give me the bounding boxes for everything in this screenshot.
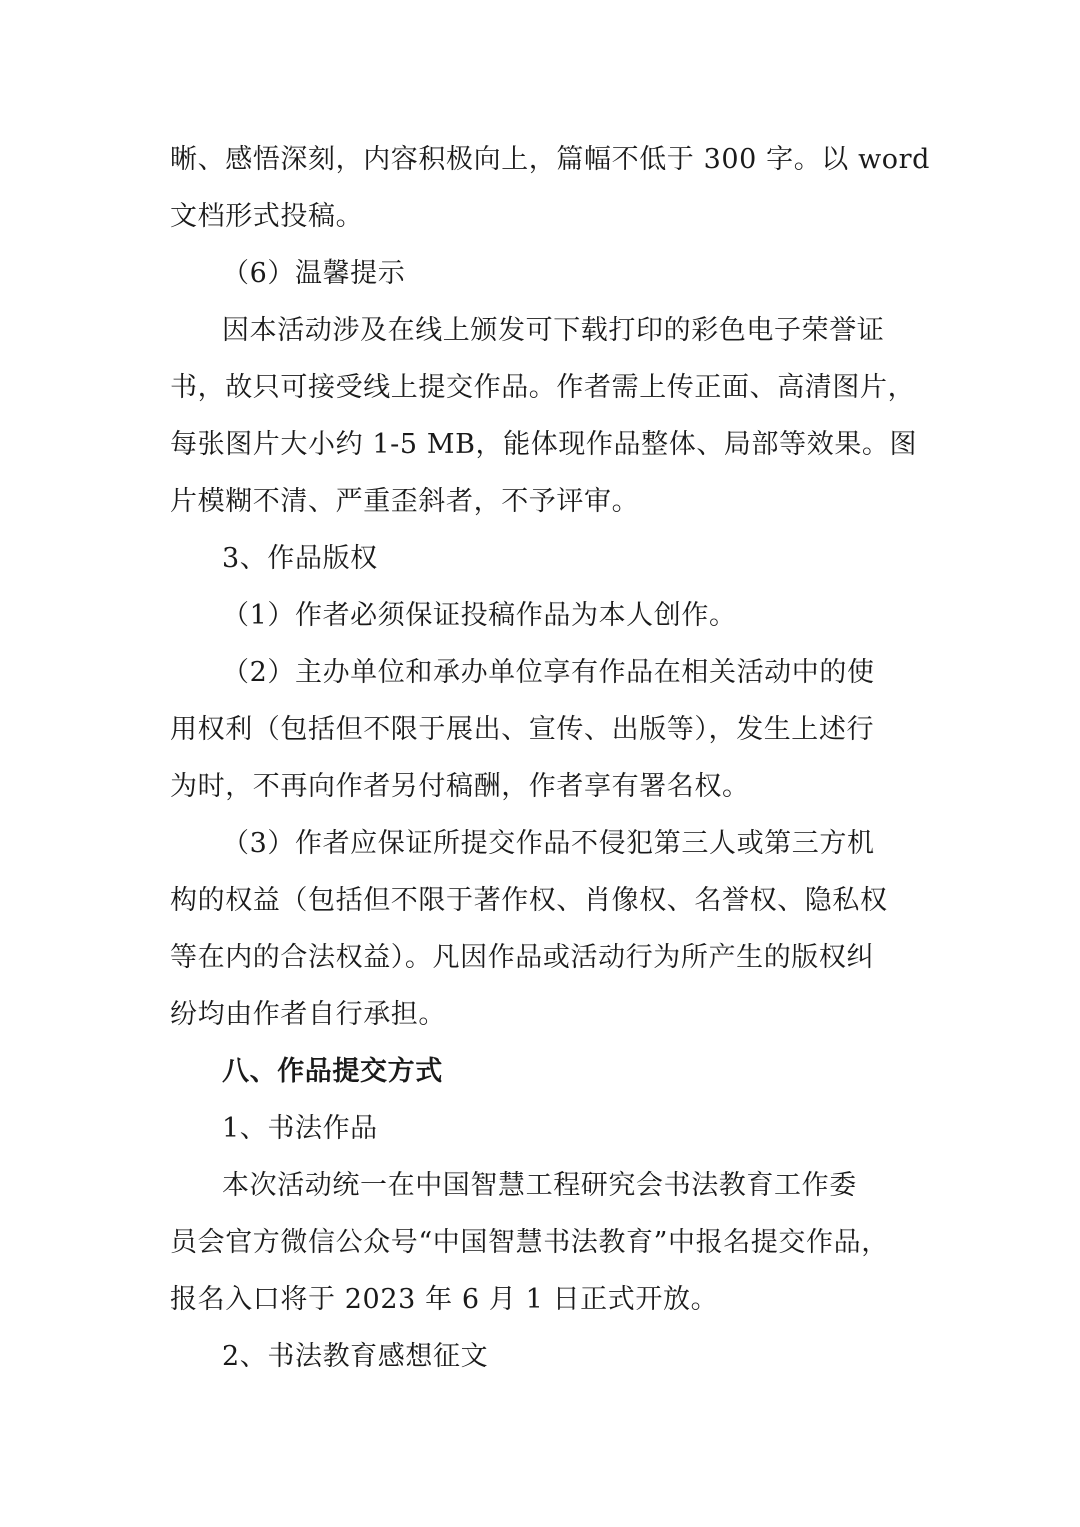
paragraph-line: 书，故只可接受线上提交作品。作者需上传正面、高清图片， [170,372,916,403]
paragraph-line: 晰、感悟深刻，内容积极向上，篇幅不低于 300 字。以 word [170,144,931,175]
paragraph-line: 本次活动统一在中国智慧工程研究会书法教育工作委 [222,1170,857,1201]
paragraph-line: 等在内的合法权益）。凡因作品或活动行为所产生的版权纠 [170,942,875,973]
subsection-heading: 1、书法作品 [222,1113,378,1144]
section-heading: 八、作品提交方式 [222,1056,443,1087]
paragraph-line: 文档形式投稿。 [170,201,364,232]
paragraph-line: 片模糊不清、严重歪斜者，不予评审。 [170,486,640,517]
paragraph-line: 因本活动涉及在线上颁发可下载打印的彩色电子荣誉证 [222,315,885,346]
paragraph-line: （2）主办单位和承办单位享有作品在相关活动中的使 [222,657,875,688]
paragraph-line: 用权利（包括但不限于展出、宣传、出版等），发生上述行 [170,714,875,745]
subsection-heading: 2、书法教育感想征文 [222,1341,489,1372]
paragraph-line: （1）作者必须保证投稿作品为本人创作。 [222,600,737,631]
paragraph-line: （3）作者应保证所提交作品不侵犯第三人或第三方机 [222,828,875,859]
paragraph-line: 员会官方微信公众号“中国智慧书法教育”中报名提交作品， [170,1227,889,1258]
paragraph-line: 每张图片大小约 1-5 MB，能体现作品整体、局部等效果。图 [170,429,918,460]
subsection-heading: （6）温馨提示 [222,258,406,289]
paragraph-line: 纷均由作者自行承担。 [170,999,446,1030]
paragraph-line: 报名入口将于 2023 年 6 月 1 日正式开放。 [170,1284,719,1315]
subsection-heading: 3、作品版权 [222,543,378,574]
paragraph-line: 构的权益（包括但不限于著作权、肖像权、名誉权、隐私权 [170,885,888,916]
paragraph-line: 为时，不再向作者另付稿酬，作者享有署名权。 [170,771,750,802]
